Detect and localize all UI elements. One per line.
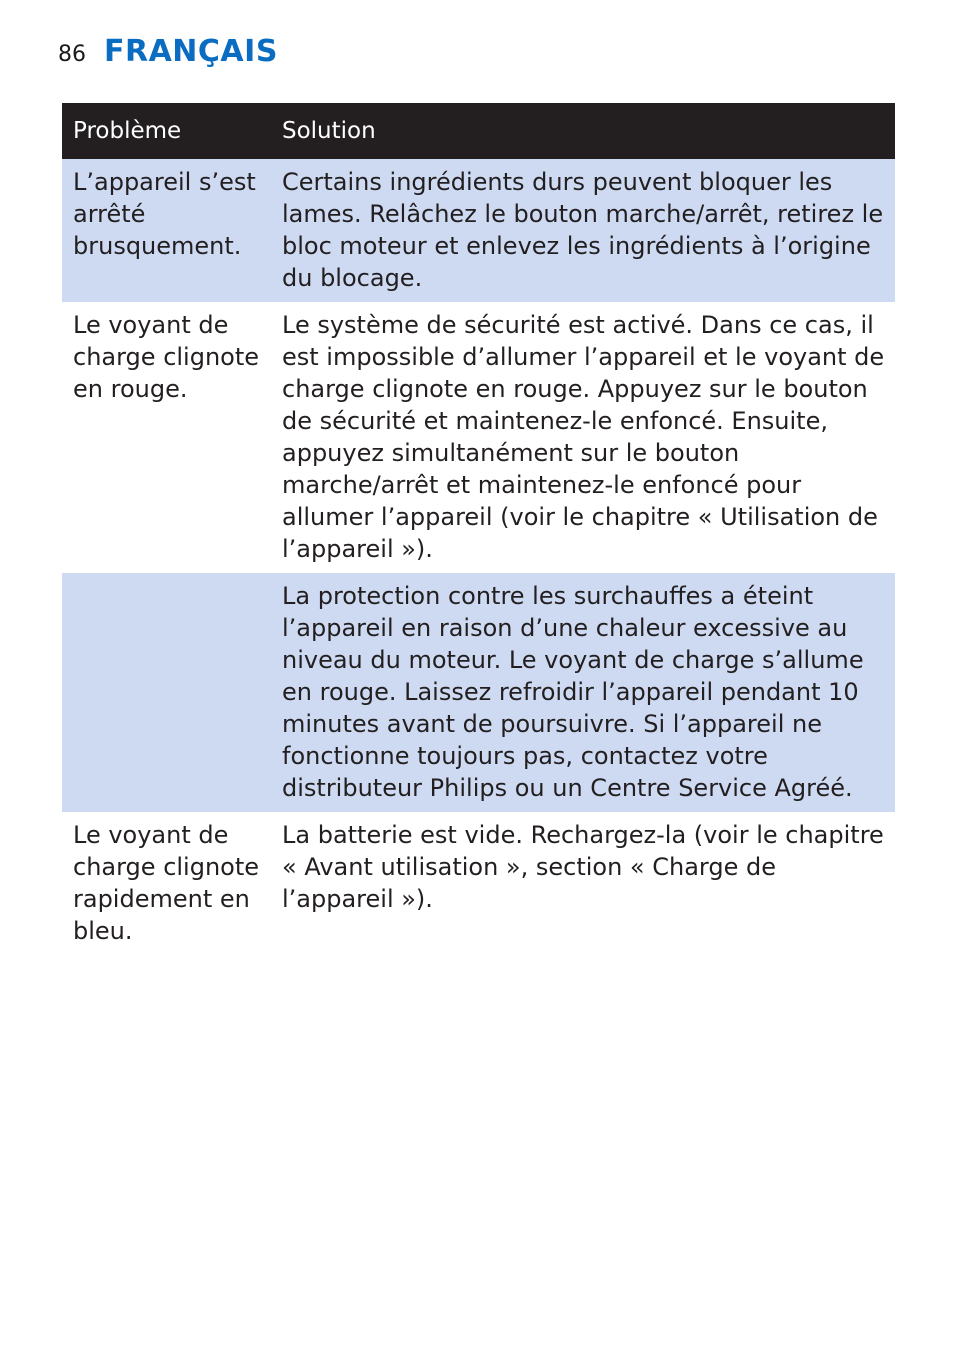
column-header-solution: Solution — [271, 103, 895, 159]
problem-cell: Le voyant de charge clignote rapidement en bleu. — [62, 812, 271, 955]
problem-cell: L’appareil s’est arrêté brusquement. — [62, 159, 271, 302]
page-header — [58, 34, 278, 74]
solution-cell: Certains ingrédients durs peuvent bloquer les lames. Relâchez le bouton marche/arrêt, retirez le bloc moteur et enlevez les ingrédients à l’origine du blocage. — [271, 159, 895, 302]
problem-cell: Le voyant de charge clignote en rouge. — [62, 302, 271, 573]
table-row — [62, 302, 895, 573]
column-header-problem: Problème — [62, 103, 271, 159]
table-row — [62, 573, 895, 812]
table-header-row — [62, 103, 895, 159]
table-row — [62, 159, 895, 302]
section-title: FRANÇAIS — [104, 34, 278, 69]
problem-cell — [62, 573, 271, 812]
table-row — [62, 812, 895, 955]
solution-cell: Le système de sécurité est activé. Dans ce cas, il est impossible d’allumer l’appareil et le voyant de charge clignote en rouge. Appuyez sur le bouton de sécurité et maintenez-le enfoncé. Ensuite, appuyez simultanément sur le bouton marche/arrêt et maintenez-le enfoncé pour allumer l’appareil (voir le chapitre « Utilisation de l’appareil »). — [271, 302, 895, 573]
solution-cell: La protection contre les surchauffes a éteint l’appareil en raison d’une chaleur excessive au niveau du moteur. Le voyant de charge s’allume en rouge. Laissez refroidir l’appareil pendant 10 minutes avant de poursuivre. Si l’appareil ne fonctionne toujours pas, contactez votre distributeur Philips ou un Centre Service Agréé. — [271, 573, 895, 812]
troubleshooting-table — [62, 103, 895, 955]
solution-cell: La batterie est vide. Rechargez-la (voir le chapitre « Avant utilisation », section « Charge de l’appareil »). — [271, 812, 895, 955]
page-number: 86 — [58, 42, 86, 67]
